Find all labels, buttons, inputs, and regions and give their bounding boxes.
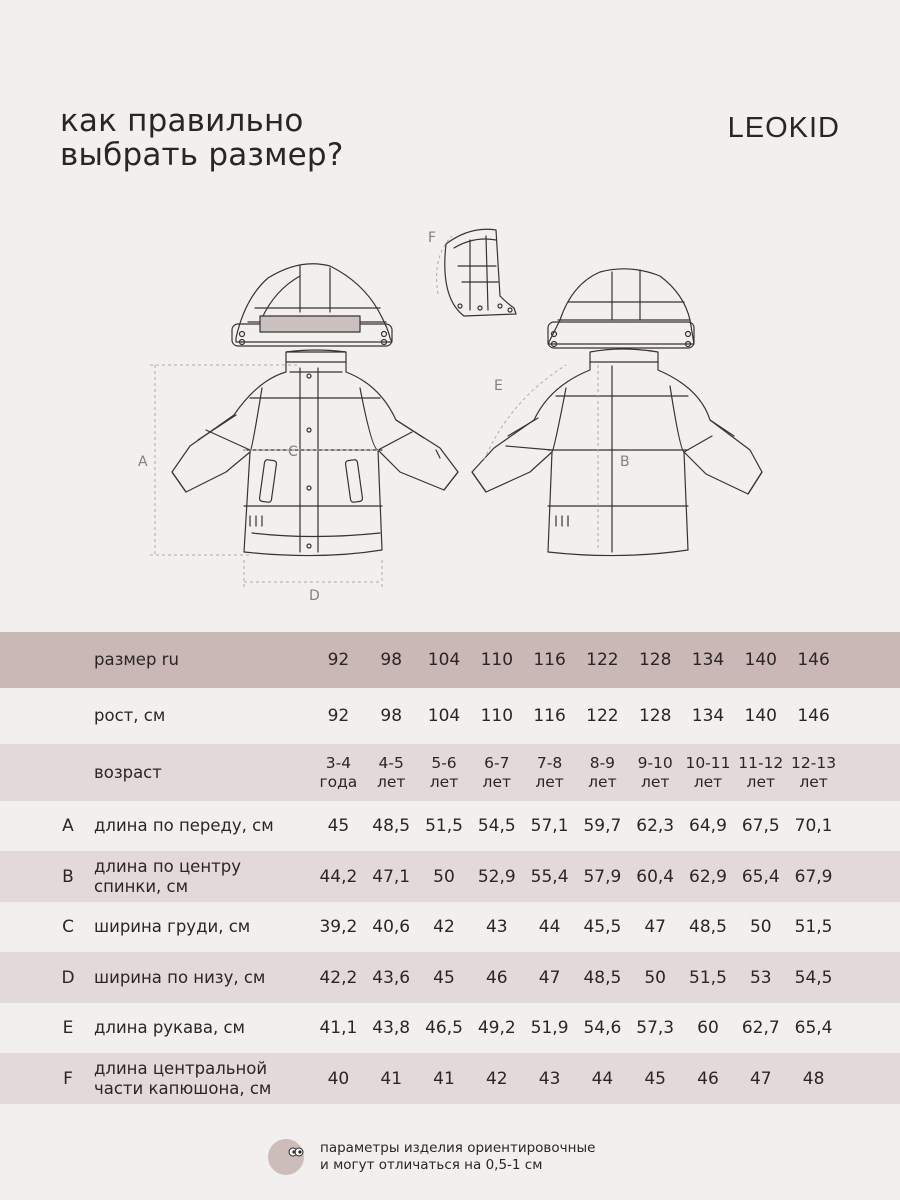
measurement-row xyxy=(0,1003,900,1053)
measurement-value: 60 xyxy=(697,1018,719,1038)
page-title xyxy=(60,104,343,172)
header-value: 104 xyxy=(427,650,461,670)
age-value-line: лет xyxy=(746,772,776,791)
measurement-values xyxy=(312,968,840,988)
measurement-values xyxy=(312,1018,840,1038)
age-value xyxy=(523,754,576,792)
measurement-label: ширина по низу, см xyxy=(94,967,266,987)
age-value-line: 7-8 xyxy=(536,753,563,772)
size-header-row xyxy=(0,632,900,688)
measurement-value: 57,3 xyxy=(636,1018,675,1038)
measurement-value: 46,5 xyxy=(425,1018,463,1038)
label-c: C xyxy=(288,444,298,460)
age-value-line: лет xyxy=(799,772,828,791)
measurement-value: 48,5 xyxy=(372,816,411,836)
measurement-value: 48 xyxy=(802,1068,825,1089)
label-e: E xyxy=(494,378,503,394)
measurement-value: 41 xyxy=(380,1068,403,1089)
measurement-value: 45 xyxy=(327,816,350,836)
measurement-value: 62,7 xyxy=(741,1018,780,1038)
measurement-value: 45,5 xyxy=(583,917,622,937)
age-row xyxy=(0,744,900,801)
label-d: D xyxy=(309,588,320,604)
age-values xyxy=(312,754,840,792)
measurement-rows xyxy=(0,801,900,1104)
measurement-value: 43,8 xyxy=(372,1018,411,1038)
measurement-value: 42 xyxy=(485,1068,508,1089)
age-value-line: 6-7 xyxy=(484,753,510,772)
measurement-value: 47,1 xyxy=(372,866,411,887)
measurement-value: 51,5 xyxy=(689,967,727,988)
age-value-line: 9-10 xyxy=(637,753,673,772)
page-title-line1: как правильно xyxy=(60,103,304,139)
age-value-line: 10-11 xyxy=(685,753,731,772)
measurement-value: 59,7 xyxy=(583,816,622,836)
measurement-value: 42,2 xyxy=(319,967,358,988)
measurement-value: 45 xyxy=(644,1068,666,1089)
height-value: 98 xyxy=(380,706,403,726)
measure-lines xyxy=(150,236,598,590)
measurement-label: длина рукава, см xyxy=(94,1018,245,1037)
measurement-value: 60,4 xyxy=(636,866,675,887)
age-value xyxy=(682,754,735,792)
header-value: 140 xyxy=(744,650,777,670)
measurement-values xyxy=(312,816,840,836)
age-value xyxy=(312,754,365,792)
footnote xyxy=(268,1139,595,1175)
header-value: 122 xyxy=(586,650,619,670)
header-value: 146 xyxy=(797,650,830,670)
measurement-value: 52,9 xyxy=(477,866,516,887)
footnote-line2: и могут отличаться на 0,5-1 см xyxy=(320,1157,543,1173)
measurement-row xyxy=(0,1053,900,1104)
age-value xyxy=(787,754,840,792)
measurement-value: 65,4 xyxy=(794,1018,833,1038)
measurement-value: 51,9 xyxy=(530,1018,569,1038)
measurement-value: 46 xyxy=(485,967,508,988)
measurement-value: 45 xyxy=(433,967,455,988)
measurement-value: 39,2 xyxy=(319,917,358,937)
age-value-line: лет xyxy=(640,772,670,791)
measurement-value: 54,5 xyxy=(477,816,516,836)
measurement-value: 41,1 xyxy=(319,1018,358,1038)
brand-logo: LEOKID xyxy=(727,112,840,144)
measurement-value: 67,9 xyxy=(794,866,833,887)
measurement-letter: B xyxy=(62,866,74,887)
measurement-row xyxy=(0,801,900,851)
measurement-label: ширина груди, см xyxy=(94,917,251,936)
measurement-value: 67,5 xyxy=(741,816,780,836)
height-value: 92 xyxy=(327,706,350,726)
height-value: 128 xyxy=(638,706,672,726)
age-value-line: лет xyxy=(429,772,459,791)
measurement-value: 43 xyxy=(485,917,508,937)
height-value: 140 xyxy=(744,706,777,726)
size-header-label: размер ru xyxy=(94,650,179,669)
measurement-value: 51,5 xyxy=(425,816,463,836)
age-value-line: лет xyxy=(482,772,512,791)
height-row xyxy=(0,688,900,744)
header-value: 116 xyxy=(533,650,566,670)
label-b: B xyxy=(620,454,630,470)
measurement-value: 53 xyxy=(749,967,772,988)
header-value: 134 xyxy=(691,650,725,670)
header-value: 110 xyxy=(480,650,514,670)
label-a: A xyxy=(138,454,148,470)
measurement-value: 44,2 xyxy=(319,866,358,887)
measurement-letter: A xyxy=(62,816,74,836)
measurement-value: 44 xyxy=(591,1068,614,1089)
age-value xyxy=(734,754,787,792)
footnote-line1: параметры изделия ориентировочные xyxy=(320,1140,596,1156)
measurement-value: 46 xyxy=(697,1068,719,1089)
measurement-value: 43,6 xyxy=(372,967,411,988)
height-value: 134 xyxy=(691,706,725,726)
measurement-values xyxy=(312,1069,840,1089)
measurement-value: 47 xyxy=(644,917,666,937)
measurement-letter: D xyxy=(61,967,75,988)
measurement-value: 43 xyxy=(538,1068,561,1089)
measurement-value: 50 xyxy=(433,866,455,887)
age-value xyxy=(418,754,471,792)
measurement-value: 51,5 xyxy=(794,917,833,937)
measurement-letter: C xyxy=(62,917,74,937)
measurement-values xyxy=(312,867,840,887)
age-value-line: лет xyxy=(535,772,564,791)
height-value: 110 xyxy=(480,706,514,726)
height-value: 122 xyxy=(586,706,619,726)
measurement-value: 47 xyxy=(749,1068,772,1089)
age-value xyxy=(470,754,523,792)
measurement-value: 50 xyxy=(644,967,666,988)
size-table xyxy=(0,632,900,1104)
age-value-line: 4-5 xyxy=(378,753,404,772)
hood-detail xyxy=(445,229,516,316)
height-value: 116 xyxy=(533,706,566,726)
mascot-icon xyxy=(268,1139,304,1175)
height-value: 146 xyxy=(797,706,830,726)
age-value xyxy=(629,754,682,792)
age-value xyxy=(365,754,418,792)
measurement-value: 49,2 xyxy=(477,1018,516,1038)
age-value xyxy=(576,754,629,792)
measurement-value: 64,9 xyxy=(689,816,727,836)
measurement-letter: E xyxy=(62,1018,74,1038)
age-value-line: лет xyxy=(588,772,617,791)
label-f: F xyxy=(428,230,437,246)
header-value: 92 xyxy=(327,650,350,670)
measurement-letter: F xyxy=(63,1068,73,1089)
measurement-row xyxy=(0,952,900,1003)
measurement-value: 57,1 xyxy=(530,816,569,836)
age-label: возраст xyxy=(94,762,162,782)
measurement-value: 57,9 xyxy=(583,866,622,887)
measurement-value: 54,6 xyxy=(583,1018,622,1038)
size-header-values xyxy=(312,650,840,670)
measurement-row xyxy=(0,902,900,952)
back-jacket xyxy=(472,349,762,556)
measurement-label: длина по переду, см xyxy=(94,816,274,835)
age-value-line: лет xyxy=(693,772,723,791)
measurement-label: длина центральной части капюшона, см xyxy=(94,1058,272,1098)
measurement-value: 47 xyxy=(538,967,561,988)
measurement-value: 48,5 xyxy=(583,967,622,988)
header-value: 128 xyxy=(638,650,672,670)
age-value-line: 8-9 xyxy=(589,753,616,772)
age-value-line: 3-4 xyxy=(325,753,352,772)
page-title-line2: выбрать размер? xyxy=(60,137,344,173)
measurement-value: 40,6 xyxy=(372,917,411,937)
age-value-line: 12-13 xyxy=(791,753,837,772)
measurement-values xyxy=(312,917,840,937)
measurement-value: 44 xyxy=(538,917,561,937)
age-value-line: лет xyxy=(376,772,406,791)
measurement-value: 70,1 xyxy=(794,816,833,836)
age-value-line: 11-12 xyxy=(738,753,784,772)
measurement-value: 41 xyxy=(433,1068,455,1089)
measurement-value: 55,4 xyxy=(530,866,569,887)
age-value-line: года xyxy=(319,772,358,791)
measurement-value: 42 xyxy=(433,917,455,937)
measurement-value: 54,5 xyxy=(794,967,833,988)
front-jacket xyxy=(172,350,458,556)
measurement-value: 48,5 xyxy=(689,917,727,937)
height-label: рост, см xyxy=(94,706,166,725)
measurement-row xyxy=(0,851,900,902)
header-value: 98 xyxy=(380,650,403,670)
front-hood xyxy=(232,264,392,346)
measurement-value: 62,3 xyxy=(636,816,675,836)
jacket-diagram xyxy=(0,210,900,610)
measurement-label: длина по центру спинки, см xyxy=(94,856,241,896)
measurement-value: 40 xyxy=(327,1068,350,1089)
height-value: 104 xyxy=(427,706,461,726)
measurement-value: 62,9 xyxy=(689,866,727,887)
back-hood xyxy=(548,269,694,348)
age-value-line: 5-6 xyxy=(431,753,457,772)
height-values xyxy=(312,706,840,726)
measurement-value: 65,4 xyxy=(741,866,780,887)
measurement-value: 50 xyxy=(749,917,772,937)
